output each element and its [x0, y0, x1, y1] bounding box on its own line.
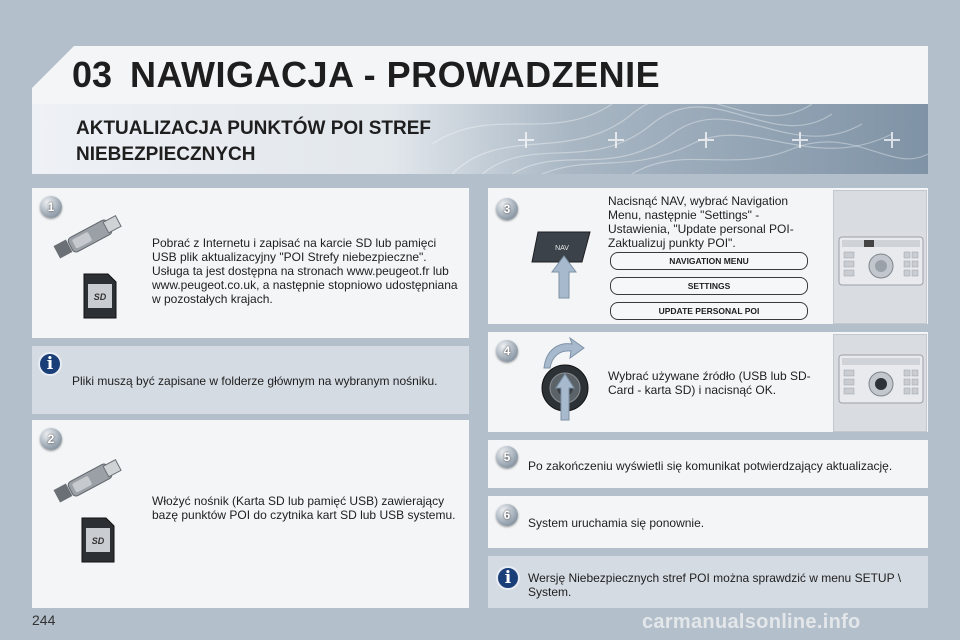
- step-4-badge: 4: [496, 340, 518, 362]
- step-6-text: System uruchamia się ponownie.: [528, 516, 705, 530]
- svg-text:SD: SD: [93, 292, 107, 302]
- nav-key-icon: [530, 226, 594, 302]
- step-1-text: Pobrać z Internetu i zapisać na karcie SD lub pamięci USB plik aktualizacyjny "POI Strefy niebezpieczne". Usługa ta jest dostępna na stronach www.peugeot.fr lub www.peugeot.co.uk, a następnie stopniowo udostępniana w pozostałych krajach.: [152, 236, 458, 306]
- section-title-line1: AKTUALIZACJA PUNKTÓW POI STREF: [76, 118, 432, 139]
- note-1-text: Pliki muszą być zapisane w folderze głównym na wybranym nośniku.: [72, 374, 438, 388]
- usb-stick-icon: [52, 212, 128, 260]
- rotary-knob-icon: [540, 362, 590, 422]
- info-icon: i: [496, 566, 520, 590]
- sd-card-icon: [82, 272, 118, 320]
- step-3-text: Nacisnąć NAV, wybrać Navigation Menu, następnie "Settings" - Ustawienia, "Update personal POI-Zaktualizuj punkty POI".: [608, 194, 794, 250]
- usb-stick-icon: [52, 456, 128, 504]
- step-1-badge: 1: [40, 196, 62, 218]
- step-2-badge: 2: [40, 428, 62, 450]
- step-6-badge: 6: [496, 504, 518, 526]
- page-number: 244: [32, 612, 56, 628]
- sd-card-icon: [80, 516, 116, 564]
- chapter-number: 03: [72, 54, 113, 95]
- step-4-text: Wybrać używane źródło (USB lub SD-Card - karta SD) i nacisnąć OK.: [608, 369, 811, 397]
- watermark: carmanualsonline.info: [642, 611, 861, 633]
- update-personal-poi-button[interactable]: UPDATE PERSONAL POI: [610, 302, 808, 320]
- page-title: NAWIGACJA - PROWADZENIE: [130, 54, 661, 95]
- settings-button[interactable]: SETTINGS: [610, 277, 808, 295]
- note-2-text: Wersję Niebezpiecznych stref POI można sprawdzić w menu SETUP \ System.: [528, 571, 902, 599]
- info-icon: i: [38, 352, 62, 376]
- nav-key-label: NAV: [555, 245, 569, 252]
- step-5-text: Po zakończeniu wyświetli się komunikat potwierdzający aktualizację.: [528, 459, 893, 473]
- section-title-line2: NIEBEZPIECZNYCH: [76, 144, 256, 165]
- step-2-text: Włożyć nośnik (Karta SD lub pamięć USB) zawierający bazę punktów POI do czytnika kart SD lub USB systemu.: [152, 494, 456, 522]
- svg-text:SD: SD: [91, 536, 105, 546]
- step-5-badge: 5: [496, 446, 518, 468]
- radio-unit-icon: [838, 354, 924, 404]
- step-3-badge: 3: [496, 198, 518, 220]
- section-title: [76, 116, 476, 168]
- radio-unit-icon: [838, 236, 924, 286]
- navigation-menu-button[interactable]: NAVIGATION MENU: [610, 252, 808, 270]
